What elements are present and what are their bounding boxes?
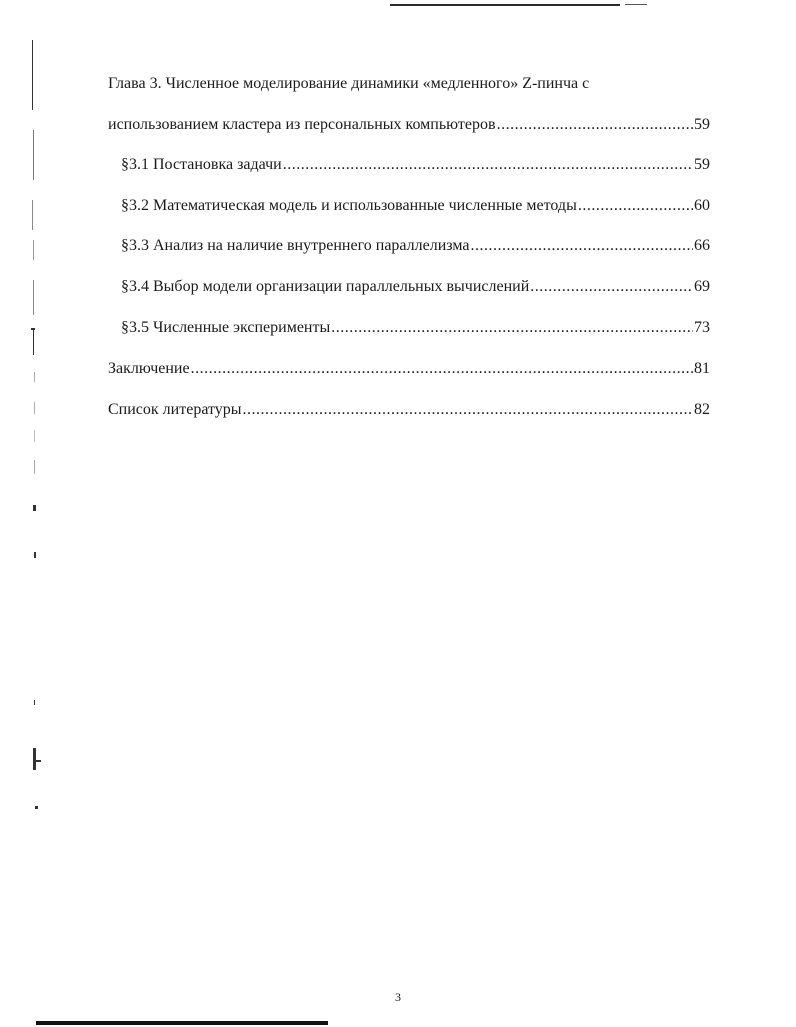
dot-leader: [578, 196, 693, 216]
toc-entry-text: §3.5 Численные эксперименты: [121, 319, 331, 336]
toc-entry-section-3-2: [121, 196, 710, 216]
margin-mark: [36, 760, 41, 762]
toc-entry-text: Глава 3. Численное моделирование динамики «медленного» Z-пинча с: [108, 75, 590, 92]
toc-page-number: 73: [694, 319, 710, 336]
margin-mark: [33, 505, 36, 511]
toc-page-number: 69: [694, 278, 710, 295]
toc-entry-chapter3: [108, 115, 710, 135]
margin-mark: [34, 700, 35, 705]
dot-leader: [191, 359, 693, 379]
toc-page-number: 82: [694, 401, 710, 418]
toc-entry-section-3-5: [121, 318, 710, 338]
dot-leader: [331, 318, 693, 338]
margin-mark: [34, 430, 35, 442]
toc-page-number: 59: [694, 116, 710, 133]
scan-edge-line-top-short: [625, 4, 647, 5]
margin-mark: [33, 240, 34, 260]
toc-entry-text: §3.3 Анализ на наличие внутреннего параллелизма: [121, 237, 470, 254]
dot-leader: [470, 236, 693, 256]
toc-entry-text: Список литературы: [108, 401, 242, 418]
page-number: 3: [395, 990, 401, 1004]
margin-mark: [35, 806, 38, 809]
margin-mark: [33, 748, 36, 770]
margin-mark: [33, 330, 34, 355]
toc-entry-text: использованием кластера из персональных компьютеров: [108, 116, 496, 133]
dot-leader: [530, 277, 693, 297]
toc-page-number: 59: [694, 156, 710, 173]
scan-edge-line-bottom: [36, 1021, 328, 1025]
toc-entry-text: Заключение: [108, 360, 190, 377]
toc-entry-section-3-3: [121, 236, 710, 256]
toc-page-number: 60: [694, 197, 710, 214]
toc-entry-text: §3.2 Математическая модель и использованные численные методы: [121, 197, 577, 214]
margin-mark: [32, 40, 33, 110]
margin-mark: [32, 200, 33, 230]
margin-mark: [34, 552, 36, 558]
toc-entry-text: §3.4 Выбор модели организации параллельных вычислений: [121, 278, 530, 295]
dot-leader: [243, 400, 693, 420]
toc-entry-conclusion: [108, 359, 710, 379]
margin-mark: [33, 130, 34, 180]
dot-leader: [283, 155, 693, 175]
toc-entry-section-3-4: [121, 277, 710, 297]
toc-entry-section-3-1: [121, 155, 710, 175]
toc-page-number: 66: [694, 237, 710, 254]
margin-mark: [34, 372, 35, 382]
toc-entry-references: [108, 400, 710, 420]
toc-page-number: 81: [694, 360, 710, 377]
dot-leader: [497, 115, 693, 135]
margin-mark: [34, 402, 35, 414]
toc-entry-chapter3-title: [108, 74, 710, 94]
toc-entry-text: §3.1 Постановка задачи: [121, 156, 282, 173]
margin-mark: [34, 460, 35, 474]
margin-mark: [33, 280, 34, 315]
scan-edge-line-top: [390, 4, 620, 6]
